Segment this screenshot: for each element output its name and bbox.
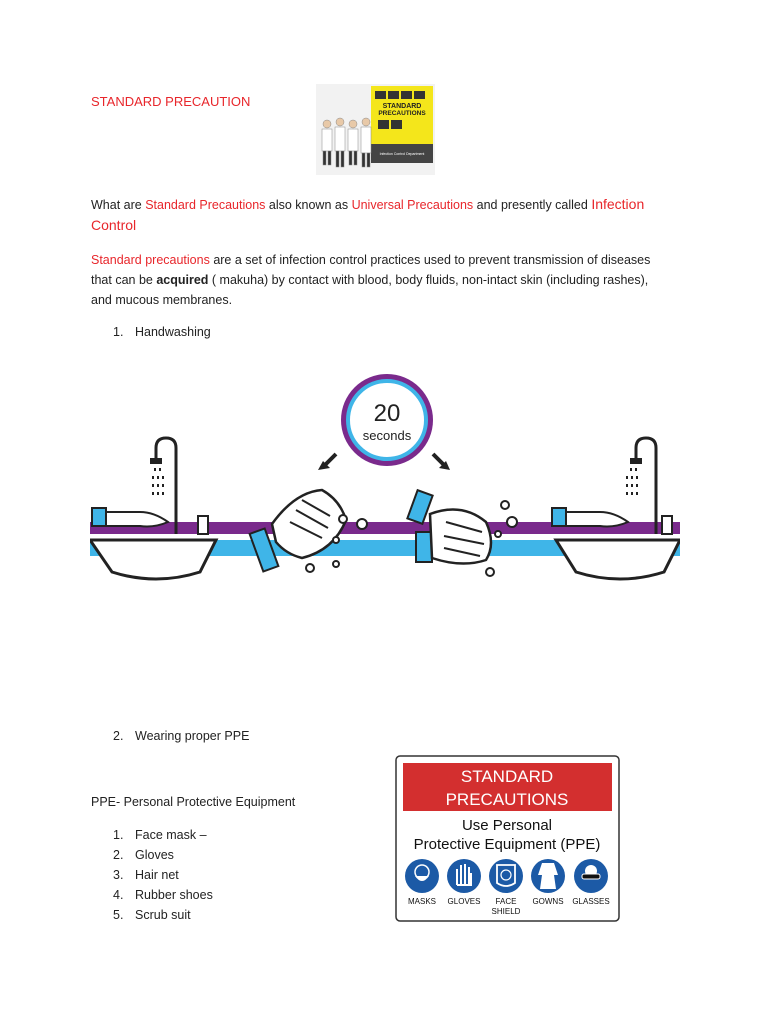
mask-icon	[405, 859, 439, 893]
handwashing-illustration	[90, 372, 680, 582]
thumb-footer: Infection Control Department	[379, 152, 425, 156]
list-item: 1. Face mask –	[113, 828, 207, 842]
sign-banner1: STANDARD	[460, 767, 554, 786]
sign-line2: Protective Equipment (PPE)	[413, 836, 601, 853]
list-item: 2. Gloves	[113, 848, 174, 862]
sign-banner2: PRECAUTIONS	[445, 790, 569, 809]
ppe-list	[113, 825, 213, 925]
list-item-ppe: 2. Wearing proper PPE	[113, 729, 250, 743]
intro-paragraph: What are Standard Precautions also known as Universal Precautions and presently called Infection	[91, 196, 645, 212]
list-item: 4. Rubber shoes	[113, 888, 213, 902]
timer-unit: seconds	[362, 428, 412, 443]
sign-line1: Use Personal	[461, 817, 553, 834]
intro-paragraph-line2: Control	[91, 217, 137, 233]
ppe-heading: PPE- Personal Protective Equipment	[91, 795, 296, 809]
standard-precautions-thumbnail	[316, 84, 435, 175]
sign-icon-label: GOWNS	[532, 897, 564, 906]
timer-number: 20	[373, 400, 401, 427]
sign-icon-label: MASKS	[407, 897, 437, 906]
gown-icon	[531, 859, 565, 893]
thumb-line2: PRECAUTIONS	[378, 110, 426, 117]
sign-icon-label: FACE	[495, 897, 517, 906]
page-title: STANDARD PRECAUTION	[91, 94, 251, 109]
sign-icon-label2: SHIELD	[491, 907, 521, 916]
list-item: 5. Scrub suit	[113, 908, 191, 922]
sign-icon-label: GLASSES	[572, 897, 610, 906]
list-item: 3. Hair net	[113, 868, 179, 882]
face-shield-icon	[489, 859, 523, 893]
glasses-icon	[574, 859, 608, 893]
list-item-handwashing: 1. Handwashing	[113, 325, 211, 339]
thumb-line1: STANDARD	[382, 103, 422, 110]
definition-paragraph: Standard precautions are a set of infection control practices used to prevent transmission of diseases that can be acquired ( makuha) by contact with blood, body fluids, non-intact skin (including rashes), and mucous membranes.	[91, 253, 651, 307]
glove-icon	[447, 859, 481, 893]
sign-icon-label: GLOVES	[447, 897, 481, 906]
ppe-sign	[395, 755, 620, 922]
timer-badge	[341, 374, 433, 466]
